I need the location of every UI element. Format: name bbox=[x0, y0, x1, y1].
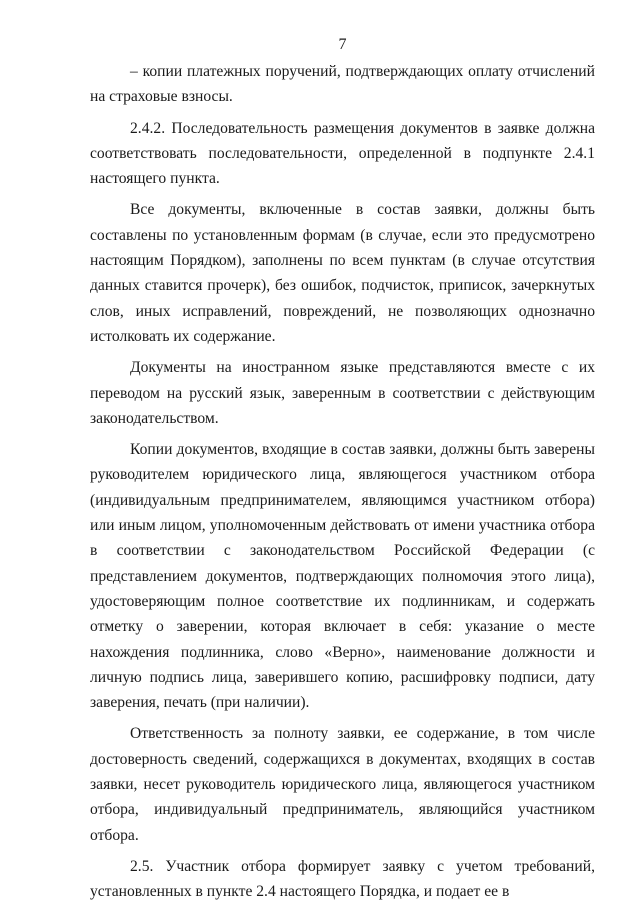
paragraph-copies-certification: Копии документов, входящие в состав заявки, должны быть заверены руководителем юридического лица, являющегося участником отбора (индивидуальным предпринимателем, являющимся участником отбора) или иным лицом, уполномоченным действовать от имени участника отбора в соответствии с законодательством Российской Федерации (с представлением документов, подтверждающих полномочия этого лица), удостоверяющим полное соответствие их подлинникам, и содержать отметку о заверении, которая включает в себя: указание о месте нахождения подлинника, слово «Верно», наименование должности и личную подпись лица, заверившего копию, расшифровку подписи, дату заверения, печать (при наличии). bbox=[90, 441, 595, 712]
paragraph-payment-orders: – копии платежных поручений, подтверждающих оплату отчислений на страховые взносы. bbox=[90, 63, 595, 106]
paragraph-document-forms: Все документы, включенные в состав заявки, должны быть составлены по установленным формам (в случае, если это предусмотрено настоящим Порядком), заполнены по всем пунктам (в случае отсутствия данных ставится прочерк), без ошибок, подчисток, приписок, зачеркнутых слов, иных исправлений, повреждений, не позволяющих однозначно истолковать их содержание. bbox=[90, 201, 595, 345]
paragraph-foreign-language: Документы на иностранном языке представляются вместе с их переводом на русский язык, заверенным в соответствии с действующим законодательством. bbox=[90, 359, 595, 427]
paragraph-2-5: 2.5. Участник отбора формирует заявку с учетом требований, установленных в пункте 2.4 настоящего Порядка, и подает ее в bbox=[90, 857, 595, 901]
paragraph-2-4-2: 2.4.2. Последовательность размещения документов в заявке должна соответствовать последовательности, определенной в подпункте 2.4.1 настоящего пункта. bbox=[90, 119, 595, 188]
page-number: 7 bbox=[338, 36, 347, 53]
paragraph-responsibility: Ответственность за полноту заявки, ее содержание, в том числе достоверность сведений, содержащихся в документах, входящих в состав заявки, несет руководитель юридического лица, являющегося участником отбора, индивидуальный предприниматель, являющийся участником отбора. bbox=[90, 725, 595, 844]
document-page bbox=[90, 32, 595, 905]
